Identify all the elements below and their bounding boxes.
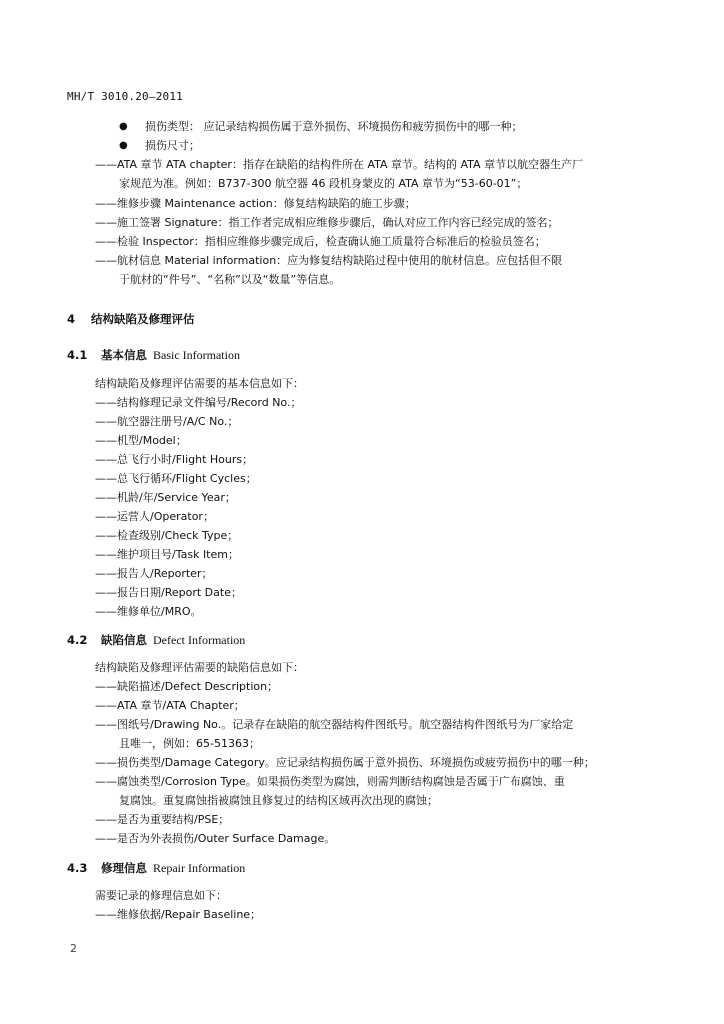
paragraph-line: 结构缺陷及修理评估需要的缺陷信息如下： [95, 661, 304, 674]
list-item-continuation: 复腐蚀。重复腐蚀指被腐蚀且修复过的结构区域再次出现的腐蚀； [119, 794, 438, 807]
list-item: ——维护项目号/Task Item； [95, 548, 239, 561]
subsection-title-cn: 基本信息 [101, 348, 147, 362]
paragraph-line: ——施工签署 Signature：指工作者完成相应维修步骤后，确认对应工作内容已经完成的签名； [95, 216, 559, 229]
list-item: ——航空器注册号/A/C No.； [95, 415, 239, 428]
list-item: ——维修依据/Repair Baseline； [95, 908, 262, 921]
list-item: 损伤尺寸； [145, 139, 200, 152]
subsection-heading [67, 347, 240, 363]
paragraph-line: 家规范为准。例如：B737-300 航空器 46 段机身蒙皮的 ATA 章节为“53-60-01”； [119, 177, 528, 190]
subsection-heading [67, 860, 245, 876]
list-item: ——维修单位/MRO。 [95, 605, 202, 618]
section-heading [67, 311, 195, 327]
list-item: ——结构修理记录文件编号/Record No.； [95, 396, 302, 409]
paragraph-line: ——维修步骤 Maintenance action：修复结构缺陷的施工步骤； [95, 197, 416, 210]
bullet-icon: ● [119, 140, 128, 151]
list-item: ——腐蚀类型/Corrosion Type。如果损伤类型为腐蚀，则需判断结构腐蚀是否属于广布腐蚀、重 [95, 775, 565, 788]
bullet-icon: ● [119, 121, 128, 132]
subsection-title-en: Repair Information [153, 861, 246, 875]
subsection-number: 4.1 [67, 348, 88, 362]
paragraph-line: ——ATA 章节 ATA chapter：指存在缺陷的结构件所在 ATA 章节。结构的 ATA 章节以航空器生产厂 [95, 158, 584, 171]
list-item: ——总飞行循环/Flight Cycles； [95, 472, 257, 485]
list-item: ——机型/Model； [95, 434, 187, 447]
subsection-title-en: Defect Information [153, 633, 246, 647]
paragraph-line: ——检验 Inspector：指相应维修步骤完成后，检查确认施工质量符合标准后的检验员签名； [95, 235, 546, 248]
paragraph-line: 结构缺陷及修理评估需要的基本信息如下： [95, 377, 304, 390]
paragraph-line: 需要记录的修理信息如下： [95, 889, 227, 902]
subsection-heading [67, 632, 245, 648]
list-item: ——检查级别/Check Type； [95, 529, 239, 542]
section-title: 结构缺陷及修理评估 [91, 312, 195, 326]
document-header-id: MH/T 3010.20—2011 [67, 90, 183, 103]
list-item: ——机龄/年/Service Year； [95, 491, 236, 504]
list-item: 损伤类型： 应记录结构损伤属于意外损伤、环境损伤和疲劳损伤中的哪一种； [145, 120, 523, 133]
paragraph-line: 于航材的“件号”、“名称”以及“数量”等信息。 [119, 273, 341, 286]
subsection-title-cn: 修理信息 [101, 861, 147, 875]
list-item: ——是否为外表损伤/Outer Surface Damage。 [95, 832, 336, 845]
list-item: ——损伤类型/Damage Category。应记录结构损伤属于意外损伤、环境损伤或疲劳损伤中的哪一种； [95, 756, 595, 769]
list-item: ——报告人/Reporter； [95, 567, 213, 580]
list-item: ——总飞行小时/Flight Hours； [95, 453, 254, 466]
list-item: ——缺陷描述/Defect Description； [95, 680, 279, 693]
paragraph-line: ——航材信息 Material information：应为修复结构缺陷过程中使用的航材信息。应包括但不限 [95, 254, 563, 267]
section-number: 4 [67, 312, 76, 326]
list-item: ——报告日期/Report Date； [95, 586, 242, 599]
subsection-number: 4.3 [67, 861, 88, 875]
list-item: ——运营人/Operator； [95, 510, 214, 523]
list-item: ——图纸号/Drawing No.。记录存在缺陷的航空器结构件图纸号。航空器结构件图纸号为厂家给定 [95, 718, 574, 731]
subsection-title-en: Basic Information [153, 348, 240, 362]
list-item: ——ATA 章节/ATA Chapter； [95, 699, 245, 712]
subsection-title-cn: 缺陷信息 [101, 633, 147, 647]
page-number: 2 [70, 942, 77, 955]
list-item-continuation: 且唯一，例如：65-51363； [119, 737, 260, 750]
list-item: ——是否为重要结构/PSE； [95, 813, 230, 826]
subsection-number: 4.2 [67, 633, 88, 647]
